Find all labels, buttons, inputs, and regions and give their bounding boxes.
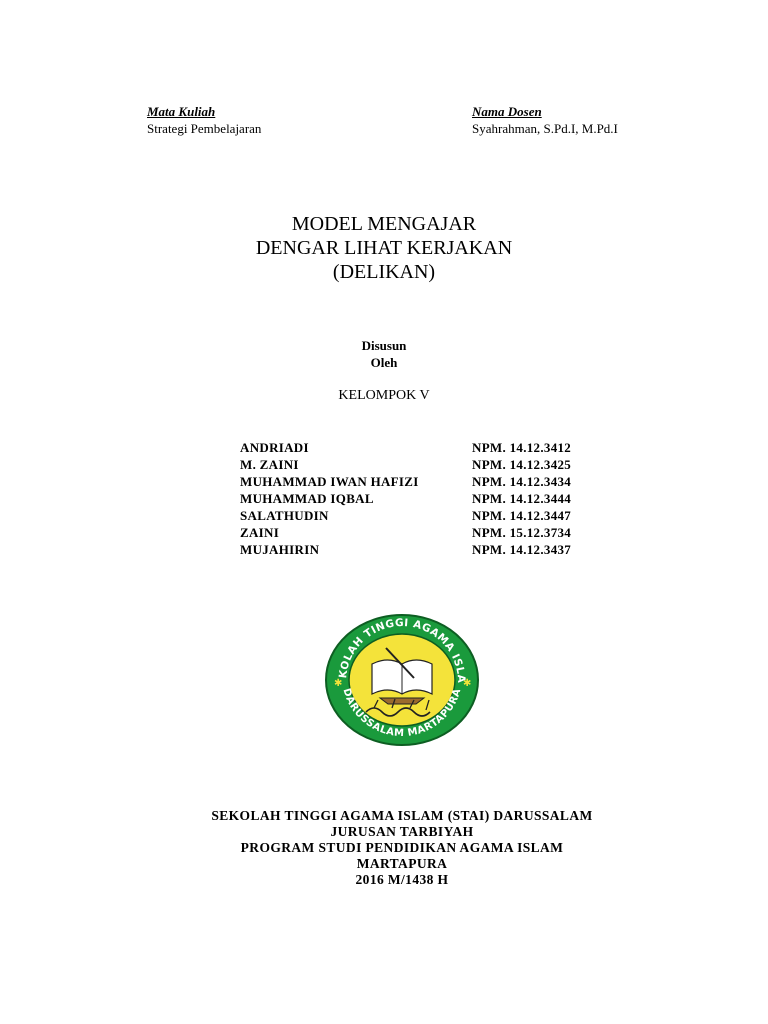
- member-name: M. ZAINI: [240, 457, 299, 472]
- member-list: [240, 439, 600, 558]
- member-name: SALATHUDIN: [240, 508, 329, 523]
- institution-footer: [0, 808, 768, 888]
- member-name: ZAINI: [240, 525, 280, 540]
- course-label: Mata Kuliah: [147, 104, 216, 119]
- document-title: [0, 212, 768, 284]
- title-line-2: DENGAR LIHAT KERJAKAN: [255, 237, 513, 259]
- member-name: MUHAMMAD IQBAL: [240, 491, 374, 506]
- member-name: MUHAMMAD IWAN HAFIZI: [240, 474, 419, 489]
- member-npm: NPM. 14.12.3434: [472, 474, 572, 489]
- footer-line-4: MARTAPURA: [356, 856, 448, 871]
- footer-line-5: 2016 M/1438 H: [355, 872, 449, 887]
- member-row: [240, 541, 600, 558]
- member-npm: NPM. 14.12.3447: [472, 508, 572, 523]
- member-name: MUJAHIRIN: [240, 542, 320, 557]
- member-row: [240, 456, 600, 473]
- group-name: KELOMPOK V: [338, 388, 430, 403]
- member-row: [240, 524, 600, 541]
- member-npm: NPM. 15.12.3734: [472, 525, 572, 540]
- member-npm: NPM. 14.12.3412: [472, 440, 572, 455]
- title-line-3: (DELIKAN): [332, 261, 436, 283]
- member-row: [240, 490, 600, 507]
- svg-text:✱: ✱: [463, 678, 472, 689]
- member-name: ANDRIADI: [240, 440, 309, 455]
- svg-text:DARUSSALAM MARTAPURA: DARUSSALAM MARTAPURA: [340, 687, 464, 740]
- lecturer-value: Syahrahman, S.Pd.I, M.Pd.I: [472, 121, 618, 136]
- footer-line-2: JURUSAN TARBIYAH: [330, 824, 474, 839]
- member-npm: NPM. 14.12.3444: [472, 491, 572, 506]
- lecturer-label: Nama Dosen: [472, 104, 542, 119]
- authored-line-2: Oleh: [370, 355, 398, 370]
- member-row: [240, 473, 600, 490]
- svg-text:✱: ✱: [334, 678, 343, 689]
- logo-seal-icon: [322, 612, 482, 748]
- footer-line-1: SEKOLAH TINGGI AGAMA ISLAM (STAI) DARUSSALAM: [211, 808, 593, 823]
- member-row: [240, 439, 600, 456]
- member-row: [240, 507, 600, 524]
- authored-line-1: Disusun: [361, 338, 407, 353]
- course-value: Strategi Pembelajaran: [147, 121, 262, 136]
- footer-line-3: PROGRAM STUDI PENDIDIKAN AGAMA ISLAM: [240, 840, 564, 855]
- title-line-1: MODEL MENGAJAR: [291, 213, 477, 235]
- member-npm: NPM. 14.12.3437: [472, 542, 572, 557]
- institution-logo: [322, 612, 482, 748]
- member-npm: NPM. 14.12.3425: [472, 457, 572, 472]
- svg-text:SEKOLAH TINGGI AGAMA ISLAM: KOLAH TINGGI AGAMA ISLA: [337, 616, 468, 684]
